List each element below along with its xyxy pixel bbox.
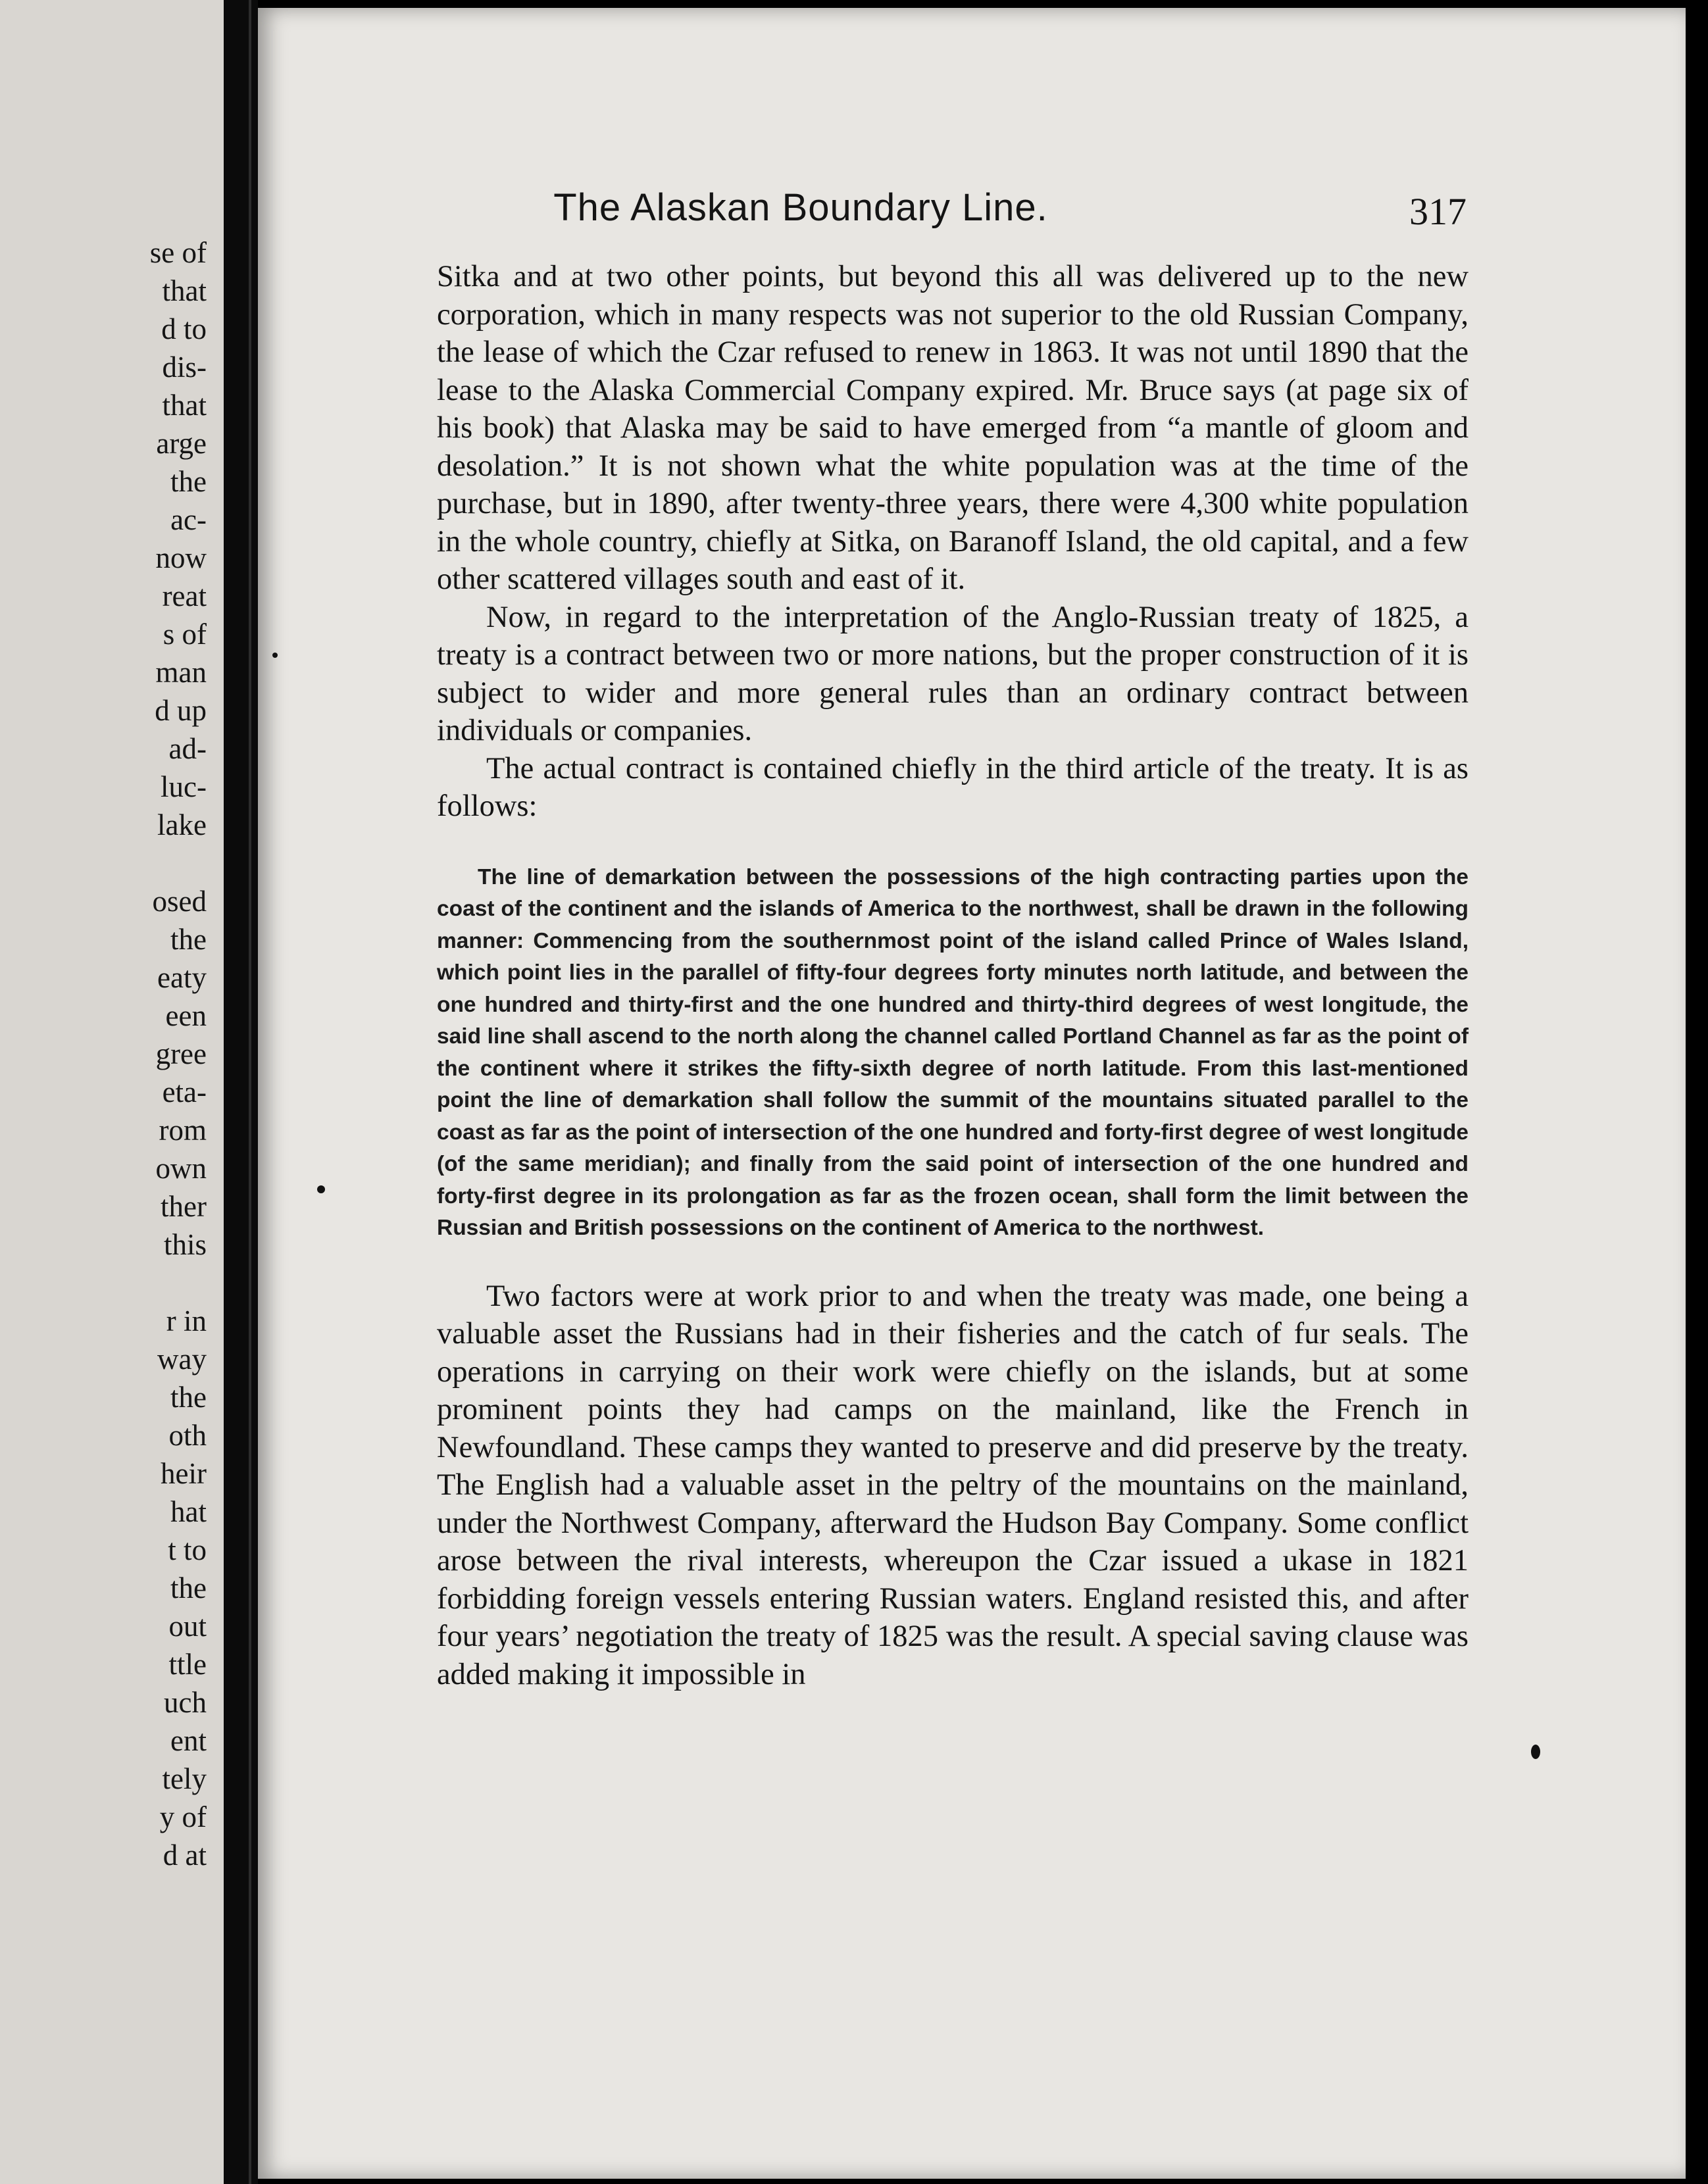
book-page [258, 8, 1686, 2179]
paragraph-2: Now, in regard to the interpretation of the Anglo-Russian treaty of 1825, a treaty is a contract between two or more nations, but the proper construction of it is subject to wider and more general rules than an ordinary contract between individuals or companies. [437, 600, 1469, 747]
previous-page-fragment: that [162, 389, 207, 422]
page-header [258, 186, 1686, 238]
previous-page-fragment: uch [164, 1686, 207, 1719]
previous-page-fragment [150, 1264, 207, 1302]
previous-page-fragment: s of [163, 618, 207, 651]
previous-page-fragment: out [168, 1610, 207, 1643]
previous-page-fragment: the [170, 923, 207, 956]
previous-page-fragment: lake [157, 808, 207, 841]
previous-page-fragment: osed [152, 885, 207, 918]
running-head: The Alaskan Boundary Line. [553, 186, 1048, 229]
previous-page-fragment: the [170, 1381, 207, 1414]
previous-page-fragment: tely [162, 1762, 207, 1795]
previous-page-fragment: dis- [162, 351, 207, 384]
previous-page-fragment: way [157, 1343, 207, 1376]
previous-page-fragment: ac- [170, 503, 207, 536]
previous-page-fragment: hat [170, 1495, 207, 1528]
previous-page-fragment: r in [166, 1304, 207, 1337]
ink-speck [1531, 1745, 1540, 1759]
previous-page [0, 0, 224, 2184]
ink-speck [272, 653, 278, 658]
previous-page-fragment: now [155, 541, 207, 574]
paragraph-3: The actual contract is contained chiefly in the third article of the treaty. It is as follows: [437, 751, 1469, 823]
page-number: 317 [1409, 190, 1467, 233]
previous-page-fragment: luc- [161, 770, 207, 803]
previous-page-fragment: that [162, 274, 207, 307]
previous-page-fragment: man [155, 656, 207, 689]
previous-page-fragment: ent [170, 1724, 207, 1757]
paragraph-1: Sitka and at two other points, but beyond this all was delivered up to the new corporation, which in many respects was not superior to the old Russian Company, the lease of which the Czar refused to renew in 1863. It was not until 1890 that the lease to the Alaska Commercial Company expired. Mr. Bruce says (at page six of his book) that Alaska may be said to have emerged from “a mantle of gloom and desolation.” It is not shown what the white population was at the time of the purchase, but in 1890, after twenty-three years, there were 4,300 white population in the whole country, chiefly at Sitka, on Baranoff Island, the old capital, and a few other scattered villages south and east of it. [437, 260, 1469, 596]
previous-page-fragment: se of [149, 236, 207, 269]
previous-page-fragment: the [170, 1572, 207, 1604]
gutter-line [249, 0, 251, 2184]
previous-page-fragment: rom [159, 1114, 207, 1147]
previous-page-fragment: ttle [168, 1648, 207, 1681]
previous-page-fragment: t to [168, 1533, 207, 1566]
previous-page-fragment: oth [168, 1419, 207, 1452]
previous-page-fragment: eta- [162, 1076, 207, 1108]
treaty-quote: The line of demarkation between the possessions of the high contracting parties upon the coast of the continent and the islands of America to the northwest, shall be drawn in the following manner: Commencing from the southernmost point of the island called Prince of Wales Island, which point lies in the parallel of fifty-four degrees forty minutes north latitude, and between the one hundred and thirty-first and the one hundred and thirty-third degrees of west longitude, the said line shall ascend to the north along the channel called Portland Channel as far as the point of the continent where it strikes the fifty-sixth degree of north latitude. From this last-mentioned point the line of demarkation shall follow the summit of the mountains situated parallel to the coast as far as the point of intersection of the one hundred and forty-first degree of west longitude (of the same meridian); and finally from the said point of intersection of the one hundred and forty-first degree in its prolongation as far as the frozen ocean, shall form the limit between the Russian and British possessions on the continent of America to the northwest. [437, 864, 1469, 1240]
previous-page-fragment: arge [156, 427, 207, 460]
previous-page-fragment [150, 844, 207, 882]
previous-page-fragment: d to [161, 312, 207, 345]
previous-page-fragment: d up [155, 694, 207, 727]
previous-page-fragment: ther [161, 1190, 207, 1223]
previous-page-fragment: d at [163, 1839, 207, 1872]
previous-page-fragment: reat [162, 580, 207, 612]
previous-page-text-fragments [150, 234, 207, 1874]
scan-border [1686, 0, 1708, 2184]
previous-page-fragment: heir [161, 1457, 207, 1490]
ink-speck [317, 1185, 325, 1193]
book-gutter [224, 0, 258, 2184]
page-body [437, 258, 1469, 1693]
previous-page-fragment: y of [159, 1800, 207, 1833]
previous-page-fragment: this [163, 1228, 207, 1261]
previous-page-fragment: ad- [168, 732, 207, 765]
previous-page-fragment: gree [155, 1037, 207, 1070]
previous-page-fragment: the [170, 465, 207, 498]
paragraph-4: Two factors were at work prior to and when the treaty was made, one being a valuable asset the Russians had in their fisheries and the catch of fur seals. The operations in carrying on their work were chiefly on the islands, but at some prominent points they had camps on the mainland, like the French in Newfoundland. These camps they wanted to preserve and did preserve by the treaty. The English had a valuable asset in the peltry of the mountains on the mainland, under the Northwest Company, afterward the Hudson Bay Company. Some conflict arose between the rival interests, whereupon the Czar issued a ukase in 1821 forbidding foreign vessels entering Russian waters. England resisted this, and after four years’ negotiation the treaty of 1825 was the result. A special saving clause was added making it impossible in [437, 1279, 1469, 1691]
previous-page-fragment: een [165, 999, 207, 1032]
previous-page-fragment: eaty [157, 961, 207, 994]
previous-page-fragment: own [155, 1152, 207, 1185]
